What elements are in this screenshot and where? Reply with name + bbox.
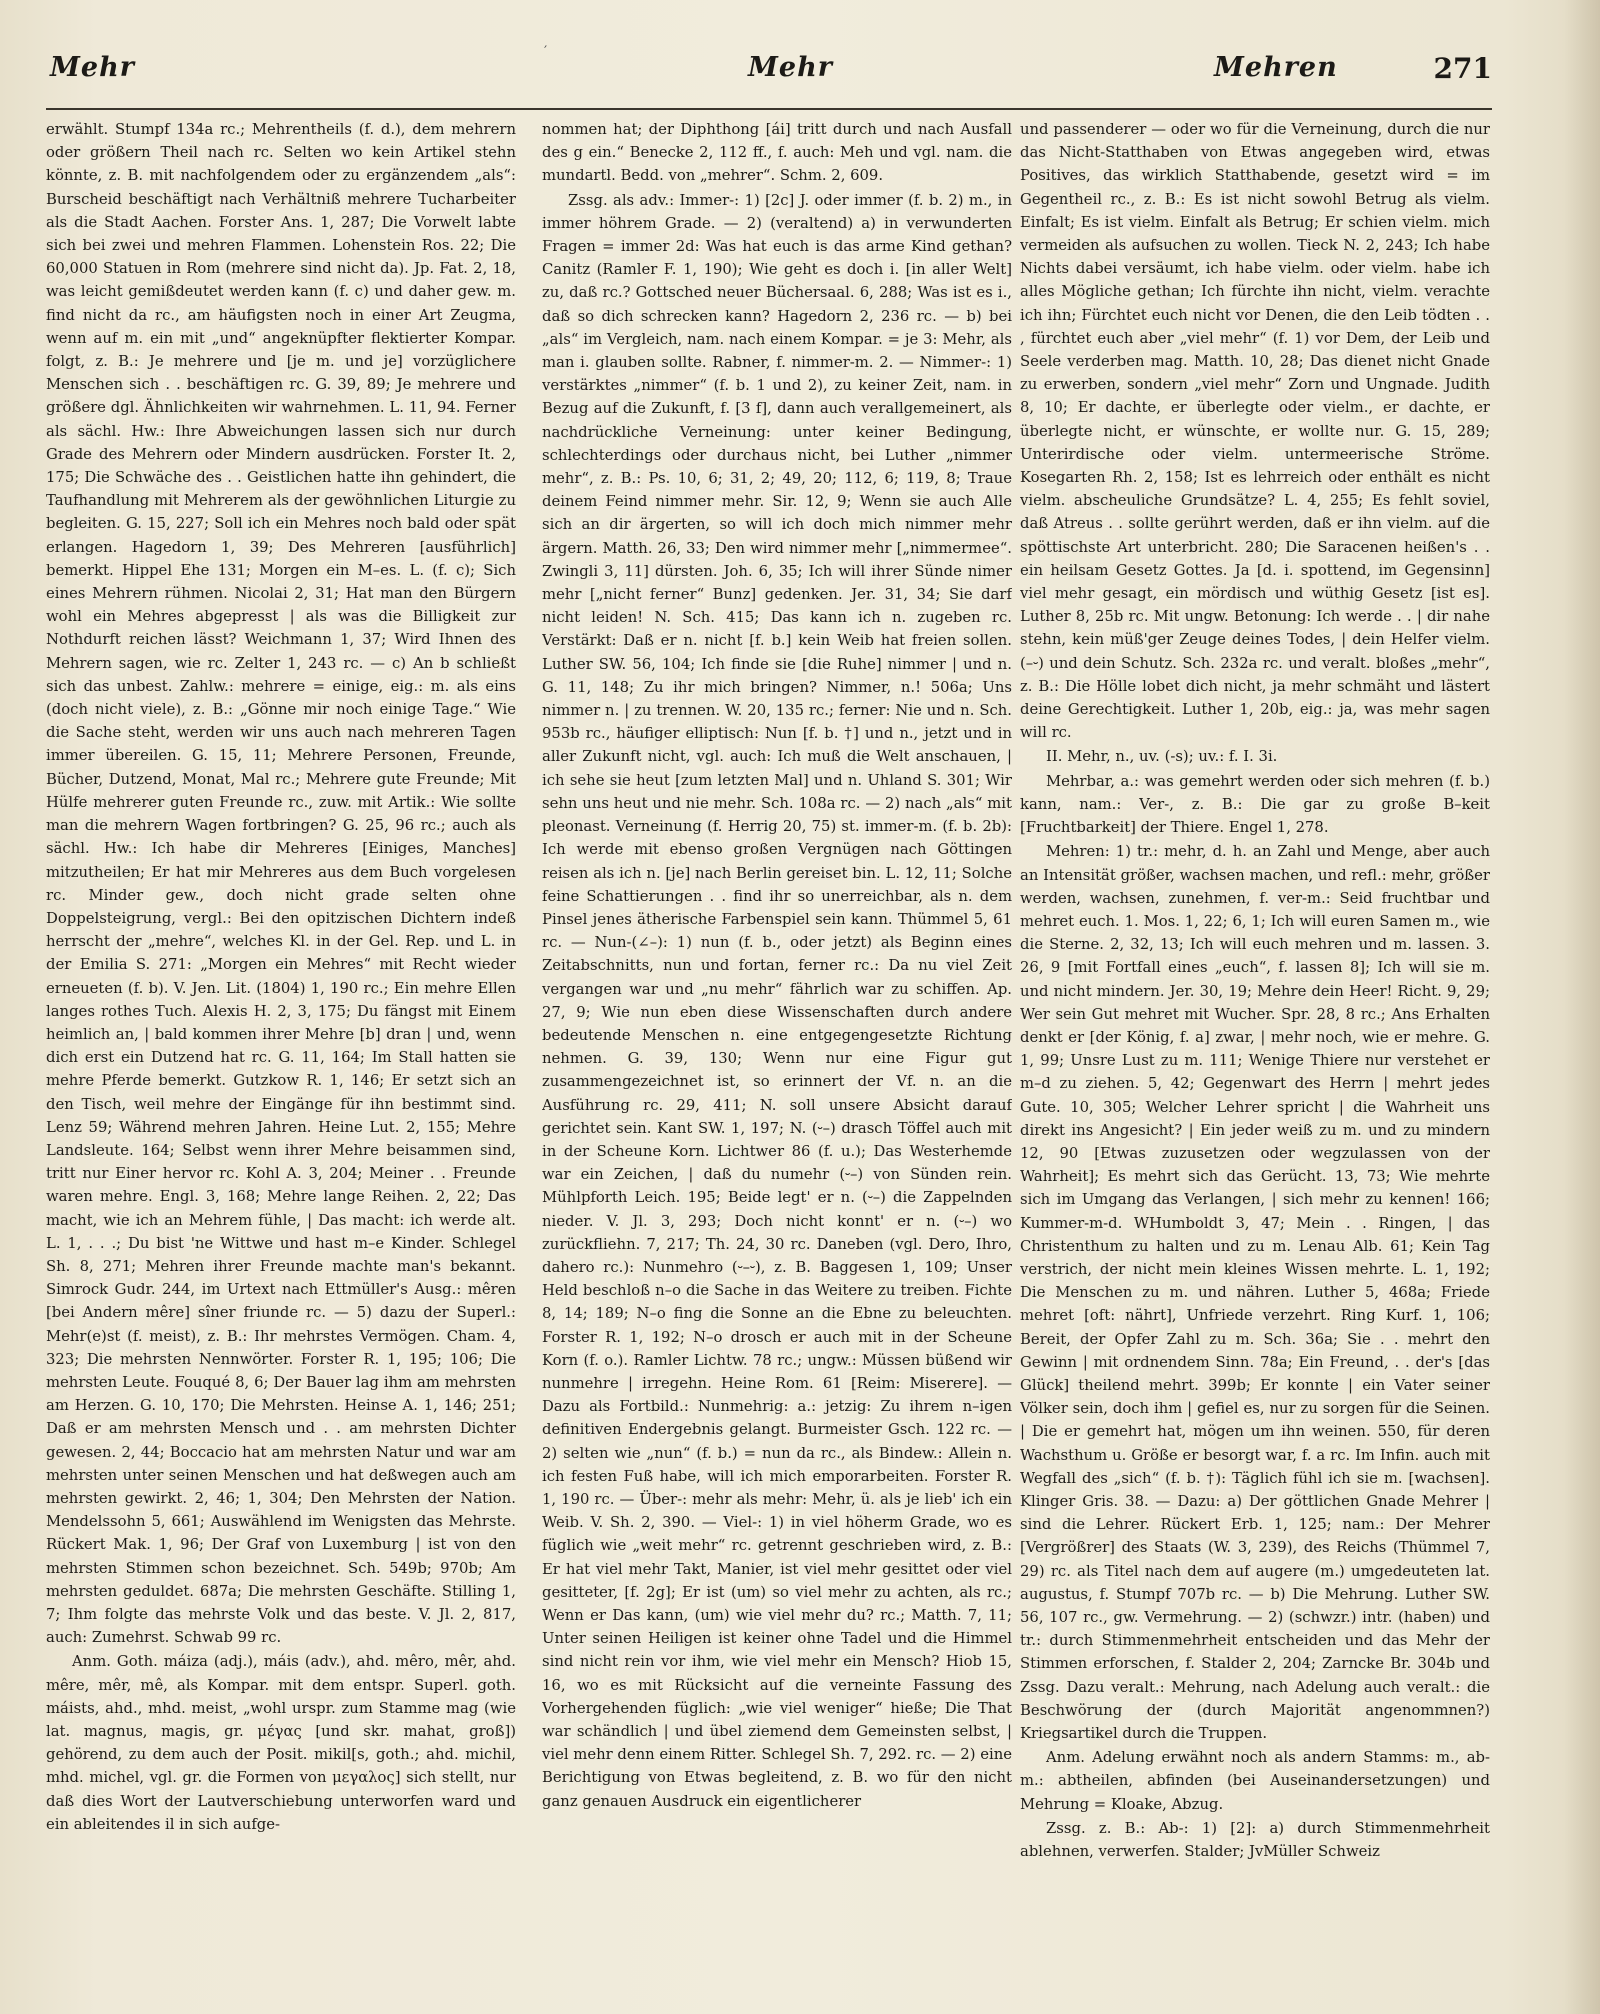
- page-edge-shadow: [1564, 0, 1600, 2014]
- column-3-paragraph-2: II. Mehr, n., uv. (-s); uv.: f. I. 3i.: [1046, 748, 1278, 766]
- page-number: 271: [1433, 52, 1492, 85]
- text-column-3: [1020, 118, 1490, 1978]
- column-3-paragraph-4: Mehren: 1) tr.: mehr, d. h. an Zahl und Menge, aber auch an Intensität größer, wachsen machen, und refl.: mehr, größer werden, wachsen, zunehmen, f. ver-m.: Seid fruchtbar und mehret euch. 1. Mos. 1, 22; 6, 1; Ich will euren Samen m., wie die Sterne. 2, 32, 13; Ich will euch mehren und m. lassen. 3. 26, 9 [mit Fortfall eines „euch“, f. lassen 8]; Ich will sie m. und nicht mindern. Jer. 30, 19; Mehre dein Heer! Richt. 9, 29; Wer sein Gut mehret mit Wucher. Spr. 28, 8 rc.; Ans Erhalten denkt er [der König, f. a] zwar, | mehr noch, wie er mehre. G. 1, 99; Unsre Lust zu m. 111; Wenige Thiere nur verstehet er m–d zu ziehen. 5, 42; Gegenwart des Herrn | mehrt jedes Gute. 10, 305; Welcher Lehrer spricht | die Wahrheit uns direkt ins Angesicht? | Ein jeder weiß zu m. und zu mindern 12, 90 [Etwas zuzusetzen oder wegzulassen von der Wahrheit]; Es mehrt sich das Gerücht. 13, 73; Wie mehrte sich im Umgang das Verlangen, | sich mehr zu kennen! 166; Kummer-m-d. WHumboldt 3, 47; Mein . . Ringen, | das Christenthum zu halten und zu m. Lenau Alb. 61; Kein Tag verstrich, der nicht mein kleines Wissen mehrte. L. 1, 192; Die Menschen zu m. und nähren. Luther 5, 468a; Friede mehret [oft: nährt], Unfriede verzehrt. Ring Kurf. 1, 106; Bereit, der Opfer Zahl zu m. Sch. 36a; Sie . . mehrt den Gewinn | mit ordnendem Sinn. 78a; Ein Freund, . . der's [das Glück] theilend mehrt. 399b; Er konnte | ein Vater seiner Völker sein, doch ihm | gefiel es, nur zu sorgen für die Seinen. | Die er gemehrt hat, mögen um ihn weinen. 550, für deren Wachsthum u. Größe er besorgt war, f. a rc. Im Infin. auch mit Wegfall des „sich“ (f. b. †): Täglich fühl ich sie m. [wachsen]. Klinger Gris. 38. — Dazu: a) Der göttlichen Gnade Mehrer | sind die Lehrer. Rückert Erb. 1, 125; nam.: Der Mehrer [Vergrößrer] des Staats (W. 3, 239), des Reichs (Thümmel 7, 29) rc. als Titel nach dem auf augere (m.) umgedeuteten lat. augustus, f. Stumpf 707b rc. — b) Die Mehrung. Luther SW. 56, 107 rc., gw. Vermehrung. — 2) (schwzr.) intr. (haben) und tr.: durch Stimmenmehrheit entscheiden und das Mehr der Stimmen erforschen, f. Stalder 2, 204; Zarncke Br. 304b und Zssg. Dazu veralt.: Mehrung, nach Adelung auch veralt.: die Beschwörung der (durch Majorität angenommnen?) Kriegsartikel durch die Truppen.: [1020, 843, 1490, 1743]
- header-headword-right: Mehren: [1214, 52, 1338, 83]
- text-column-1: [46, 118, 516, 1978]
- column-3-paragraph-6: Zssg. z. B.: Ab-: 1) [2]: a) durch Stimmenmehrheit ablehnen, verwerfen. Stalder; JvMüller Schweiz: [1020, 1819, 1490, 1861]
- column-3-paragraph-1: und passenderer — oder wo für die Verneinung, durch die nur das Nicht-Statthaben von Etwas angegeben wird, etwas Positives, das wirklich Statthabende, gesetzt wird = im Gegentheil rc., z. B.: Es ist nicht sowohl Betrug als vielm. Einfalt; Es ist vielm. Einfalt als Betrug; Er schien vielm. mich vermeiden als aufsuchen zu wollen. Tieck N. 2, 243; Ich habe Nichts dabei versäumt, ich habe vielm. oder vielm. habe ich alles Mögliche gethan; Ich fürchte ihn nicht, vielm. verachte ich ihn; Fürchtet euch nicht vor Denen, die den Leib tödten . . , fürchtet euch aber „viel mehr“ (f. 1) vor Dem, der Leib und Seele verderben mag. Matth. 10, 28; Das dienet nicht Gnade zu erwerben, sondern „viel mehr“ Zorn und Ungnade. Judith 8, 10; Er dachte, er überlegte oder vielm., er dachte, er überlegte nicht, er wünschte, er wollte nur. G. 15, 289; Unterirdische oder vielm. untermeerische Ströme. Kosegarten Rh. 2, 158; Ist es lehrreich oder enthält es nicht vielm. abscheuliche Grundsätze? L. 4, 255; Es fehlt soviel, daß Atreus . . sollte gerührt werden, daß er ihn vielm. auf die spöttischste Art unterbricht. 280; Die Saracenen heißen's . . ein heilsam Gesetz Gottes. Ja [d. i. spottend, im Gegensinn] viel mehr gesagt, ein mördisch und wüthig Gesetz [ist es]. Luther 8, 25b rc. Mit ungw. Betonung: Ich werde . . | dir nahe stehn, kein müß'ger Zeuge deines Todes, | dein Helfer vielm. (–⏑) und dein Schutz. Sch. 232a rc. und veralt. bloßes „mehr“, z. B.: Die Hölle lobet dich nicht, ja mehr schmäht und lästert deine Gerechtigkeit. Luther 1, 20b, eig.: ja, was mehr sagen will rc.: [1020, 121, 1490, 742]
- header-headword-center: Mehr: [748, 52, 833, 83]
- header-headword-left: Mehr: [50, 52, 135, 83]
- column-3-paragraph-3: Mehrbar, a.: was gemehrt werden oder sich mehren (f. b.) kann, nam.: Ver-, z. B.: Die gar zu große B–keit [Fruchtbarkeit] der Thiere. Engel 1, 278.: [1020, 772, 1490, 837]
- page-top-mark: ′: [544, 44, 548, 60]
- text-column-2: [542, 118, 1012, 1978]
- running-header: [44, 52, 1492, 104]
- column-3-paragraph-5: Anm. Adelung erwähnt noch als andern Stamms: m., ab-m.: abtheilen, abfinden (bei Auseinandersetzungen) und Mehrung = Kloake, Abzug.: [1020, 1749, 1490, 1813]
- column-2-paragraph-1: nommen hat; der Diphthong [ái] tritt durch und nach Ausfall des g ein.“ Benecke 2, 112 ff., f. auch: Meh und vgl. nam. die mundartl. Bedd. von „mehrer“. Schm. 2, 609.: [542, 121, 1012, 185]
- column-1-paragraph-2: Anm. Goth. máiza (adj.), máis (adv.), ahd. mêro, mêr, ahd. mêre, mêr, mê, als Kompar. mit dem entspr. Superl. goth. máists, ahd., mhd. meist, „wohl urspr. zum Stamme mag (wie lat. magnus, magis, gr. μέγας [und skr. mahat, groß]) gehörend, zu dem auch der Posit. mikil[s, goth.; ahd. michil, mhd. michel, vgl. gr. die Formen von μεγαλος] sich stellt, nur daß dies Wort der Lautverschiebung unterworfen ward und ein ableitendes il in sich aufge-: [46, 1653, 516, 1833]
- header-rule: [46, 108, 1492, 110]
- column-1-paragraph-1: erwählt. Stumpf 134a rc.; Mehrentheils (f. d.), dem mehrern oder größern Theil nach rc. Selten wo kein Artikel stehn könnte, z. B. mit nachfolgendem oder zu ergänzendem „als“: Burscheid beschäftigt nach Verhältniß mehrere Tucharbeiter als die Stadt Aachen. Forster Ans. 1, 287; Die Vorwelt labte sich bei zwei und mehren Flammen. Lohenstein Ros. 22; Die 60,000 Statuen in Rom (mehrere sind nicht da). Jp. Fat. 2, 18, was leicht gemißdeutet werden kann (f. c) und daher gew. m. find nicht da rc., am häufigsten noch in einer Art Zeugma, wenn auf m. ein mit „und“ angeknüpfter flektierter Kompar. folgt, z. B.: Je mehrere und [je m. und je] vorzüglichere Menschen sich . . beschäftigen rc. G. 39, 89; Je mehrere und größere dgl. Ähnlichkeiten wir wahrnehmen. L. 11, 94. Ferner als sächl. Hw.: Ihre Abweichungen lassen sich nur durch Grade des Mehrern oder Mindern ausdrücken. Forster It. 2, 175; Die Schwäche des . . Geistlichen hatte ihn gehindert, die Taufhandlung mit Mehrerem als der gewöhnlichen Liturgie zu begleiten. G. 15, 227; Soll ich ein Mehres noch bald oder spät erlangen. Hagedorn 1, 39; Des Mehreren [ausführlich] bemerkt. Hippel Ehe 131; Morgen ein M–es. L. (f. c); Sich eines Mehrern rühmen. Nicolai 2, 31; Hat man den Bürgern wohl ein Mehres abgepresst | als was die Billigkeit zur Nothdurft reichen lässt? Weichmann 1, 37; Wird Ihnen des Mehrern sagen, wie rc. Zelter 1, 243 rc. — c) An b schließt sich das unbest. Zahlw.: mehrere = einige, eig.: m. als eins (doch nicht viele), z. B.: „Gönne mir noch einige Tage.“ Wie die Sache steht, werden wir uns auch nach mehreren Tagen immer übereilen. G. 15, 11; Mehrere Personen, Freunde, Bücher, Dutzend, Monat, Mal rc.; Mehrere gute Freunde; Mit Hülfe mehrerer guten Freunde rc., zuw. mit Artik.: Wie sollte man die mehrern Wagen fortbringen? G. 25, 96 rc.; auch als sächl. Hw.: Ich habe dir Mehreres [Einiges, Manches] mitzutheilen; Er hat mir Mehreres aus dem Buch vorgelesen rc. Minder gew., doch nicht grade selten ohne Doppelsteigrung, vergl.: Bei den opitzischen Dichtern indeß herrscht der „mehre“, welches Kl. in der Gel. Rep. und L. in der Emilia S. 271: „Morgen ein Mehres“ mit Recht wieder erneueten (f. b). V. Jen. Lit. (1804) 1, 190 rc.; Ein mehre Ellen langes rothes Tuch. Alexis H. 2, 3, 175; Du fängst mit Einem heimlich an, | bald kommen ihrer Mehre [b] dran | und, wenn dich erst ein Dutzend hat rc. G. 11, 164; Im Stall hatten sie mehre Pferde bemerkt. Gutzkow R. 1, 146; Er setzt sich an den Tisch, weil mehre der Eingänge für ihn bestimmt sind. Lenz 59; Während mehren Jahren. Heine Lut. 2, 155; Mehre Landsleute. 164; Selbst wenn ihrer Mehre beisammen sind, tritt nur Einer hervor rc. Kohl A. 3, 204; Meiner . . Freunde waren mehre. Engl. 3, 168; Mehre lange Reihen. 2, 22; Das macht, wie ich an Mehrem fühle, | Das macht: ich werde alt. L. 1, . . .; Du bist 'ne Wittwe und hast m–e Kinder. Schlegel Sh. 8, 271; Mehren ihrer Freunde machte man's bekannt. Simrock Gudr. 244, im Urtext nach Ettmüller's Ausg.: mêren [bei Andern mêre] sîner friunde rc. — 5) dazu der Superl.: Mehr(e)st (f. meist), z. B.: Ihr mehrstes Vermögen. Cham. 4, 323; Die mehrsten Nennwörter. Forster R. 1, 195; 106; Die mehrsten Leute. Fouqué 8, 6; Der Bauer lag ihm am mehrsten am Herzen. G. 10, 170; Die Mehrsten. Heinse A. 1, 146; 251; Daß er am mehrsten Mensch und . . am mehrsten Dichter gewesen. 2, 44; Boccacio hat am mehrsten Natur und war am mehrsten unter seinen Menschen und hat deßwegen auch am mehrsten gewirkt. 2, 46; 1, 304; Den Mehrsten der Nation. Mendelssohn 5, 661; Auswählend im Wenigsten das Mehrste. Rückert Mak. 1, 96; Der Graf von Luxemburg | ist von den mehrsten Stimmen schon bezeichnet. Sch. 549b; 970b; Am mehrsten geduldet. 687a; Die mehrsten Geschäfte. Stilling 1, 7; Ihm folgte das mehrste Volk und das beste. V. Jl. 2, 817, auch: Zumehrst. Schwab 99 rc.: [46, 121, 516, 1647]
- column-2-paragraph-2: Zssg. als adv.: Immer-: 1) [2c] J. oder immer (f. b. 2) m., in immer höhrem Grade. — 2) (veraltend) a) in verwunderten Fragen = immer 2d: Was hat euch is das arme Kind gethan? Canitz (Ramler F. 1, 190); Wie geht es doch i. [in aller Welt] zu, daß rc.? Gottsched neuer Büchersaal. 6, 288; Was ist es i., daß so dich schrecken kann? Hagedorn 2, 236 rc. — b) bei „als“ im Vergleich, nam. nach einem Kompar. = je 3: Mehr, als man i. glauben sollte. Rabner, f. nimmer-m. 2. — Nimmer-: 1) verstärktes „nimmer“ (f. b. 1 und 2), zu keiner Zeit, nam. in Bezug auf die Zukunft, f. [3 f], dann auch verallgemeinert, als nachdrückliche Verneinung: unter keiner Bedingung, schlechterdings oder durchaus nicht, bei Luther „nimmer mehr“, z. B.: Ps. 10, 6; 31, 2; 49, 20; 112, 6; 119, 8; Traue deinem Feind nimmer mehr. Sir. 12, 9; Wenn sie auch Alle sich an dir ärgerten, so will ich doch mich nimmer mehr ärgern. Matth. 26, 33; Den wird nimmer mehr [„nimmermee“. Zwingli 3, 11] dürsten. Joh. 6, 35; Ich will ihrer Sünde nimer mehr [„nicht ferner“ Bunz] gedenken. Jer. 31, 34; Sie darf nicht leiden! N. Sch. 415; Das kann ich n. zugeben rc. Verstärkt: Daß er n. nicht [f. b.] kein Weib hat freien sollen. Luther SW. 56, 104; Ich finde sie [die Ruhe] nimmer | und n. G. 11, 148; Zu ihr mich bringen? Nimmer, n.! 506a; Uns nimmer n. | zu trennen. W. 20, 135 rc.; ferner: Nie und n. Sch. 953b rc., häufiger elliptisch: Nun [f. b. †] und n., jetzt und in aller Zukunft nicht, vgl. auch: Ich muß die Welt anschauen, | ich sehe sie heut [zum letzten Mal] und n. Uhland S. 301; Wir sehn uns heut und nie mehr. Sch. 108a rc. — 2) nach „als“ mit pleonast. Verneinung (f. Herrig 20, 75) st. immer-m. (f. b. 2b): Ich werde mit ebenso großen Vergnügen nach Göttingen reisen als ich n. [je] nach Berlin gereiset bin. L. 12, 11; Solche feine Schattierungen . . find ihr so unerreichbar, als n. dem Pinsel jenes ätherische Farbenspiel sein kann. Thümmel 5, 61 rc. — Nun-(∠–): 1) nun (f. b., oder jetzt) als Beginn eines Zeitabschnitts, nun und fortan, ferner rc.: Da nu viel Zeit vergangen war und „nu mehr“ fährlich war zu schiffen. Ap. 27, 9; Wie nun eben diese Wissenschaften durch andere bedeutende Menschen n. eine entgegengesetzte Richtung nehmen. G. 39, 130; Wenn nur eine Figur gut zusammengezeichnet ist, so erinnert der Vf. n. an die Ausführung rc. 29, 411; N. soll unsere Absicht darauf gerichtet sein. Kant SW. 1, 197; N. (⏑–) drasch Töffel auch mit in der Scheune Korn. Lichtwer 86 (f. u.); Das Westerhemde war ein Zeichen, | daß du numehr (⏑–) von Sünden rein. Mühlpforth Leich. 195; Beide legt' er n. (⏑–) die Zappelnden nieder. V. Jl. 3, 293; Doch nicht konnt' er n. (⏑–) wo zurückfliehn. 7, 217; Th. 24, 30 rc. Daneben (vgl. Dero, Ihro, dahero rc.): Nunmehro (⏑–⏑), z. B. Baggesen 1, 109; Unser Held beschloß n–o die Sache in das Weitere zu treiben. Fichte 8, 14; 189; N–o fing die Sonne an die Ebne zu beleuchten. Forster R. 1, 192; N–o drosch er auch mit in der Scheune Korn (f. o.). Ramler Lichtw. 78 rc.; ungw.: Müssen büßend wir nunmehre | irregehn. Heine Rom. 61 [Reim: Miserere]. — Dazu als Fortbild.: Nunmehrig: a.: jetzig: Zu ihrem n–igen definitiven Endergebnis gelangt. Burmeister Gsch. 122 rc. — 2) selten wie „nun“ (f. b.) = nun da rc., als Bindew.: Allein n. ich festen Fuß habe, will ich mich emporarbeiten. Forster R. 1, 190 rc. — Über-: mehr als mehr: Mehr, ü. als je lieb' ich ein Weib. V. Sh. 2, 390. — Viel-: 1) in viel höherm Grade, wo es füglich wie „weit mehr“ rc. getrennt geschrieben wird, z. B.: Er hat viel mehr Takt, Manier, ist viel mehr gesittet oder viel gesitteter, [f. 2g]; Er ist (um) so viel mehr zu achten, als rc.; Wenn er Das kann, (um) wie viel mehr du? rc.; Matth. 7, 11; Unter seinen Heiligen ist keiner ohne Tadel und die Himmel sind nicht rein vor ihm, wie viel mehr ein Mensch? Hiob 15, 16, wo es mit Rücksicht auf die verneinte Fassung des Vorhergehenden füglich: „wie viel weniger“ hieße; Die That war schändlich | und übel ziemend dem Gemeinsten selbst, | viel mehr denn einem Ritter. Schlegel Sh. 7, 292. rc. — 2) eine Berichtigung von Etwas begleitend, z. B. wo für den nicht ganz genauen Ausdruck ein eigentlicherer: [542, 191, 1012, 1810]
